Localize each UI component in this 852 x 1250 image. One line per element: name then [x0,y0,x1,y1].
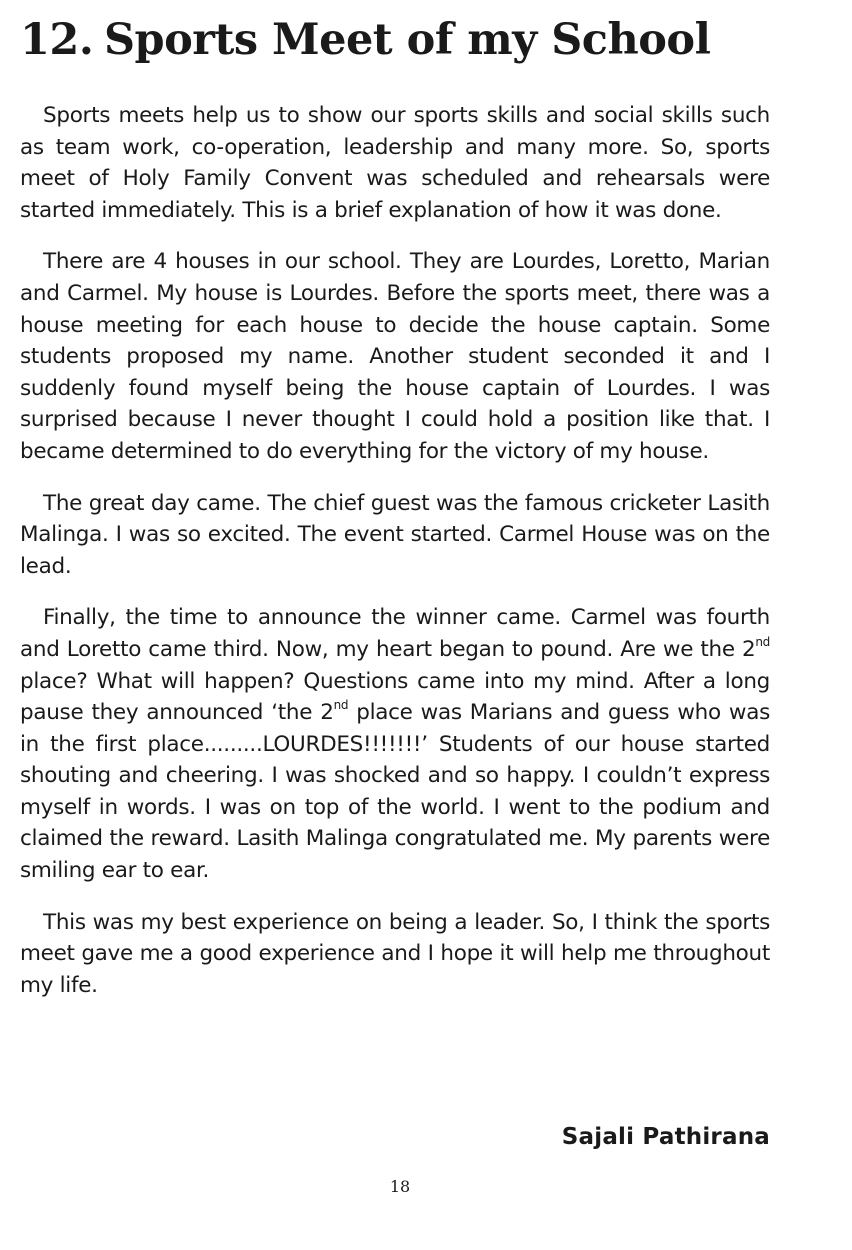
paragraph-intro: Sports meets help us to show our sports skills and social skills such as team work, co-operation, leadership and many more. So, sports meet of Holy Family Convent was scheduled and rehearsals were started immediately. This is a brief explanation of how it was done. [20,103,770,223]
paragraph-conclusion: This was my best experience on being a leader. So, I think the sports meet gave me a good experience and I hope it will help me throughout my life. [20,909,770,998]
ordinal-suffix-1: nd [755,634,770,649]
essay-title [20,14,770,66]
ordinal-suffix-2: nd [333,697,349,712]
results-text-part-2: place? What will happen? Questions came into my mind. After a long pause they announced ‘the 2 [20,668,770,726]
results-text-part-1: Finally, the time to announce the winner came. Carmel was fourth and Loretto came third. Now, my heart began to pound. Are we the 2 [20,605,770,662]
essay-number: 12. [20,15,94,65]
paragraph-great-day: The great day came. The chief guest was the famous cricketer Lasith Malinga. I was so excited. The event started. Carmel House was on the lead. [20,490,770,579]
author-signature: Sajali Pathirana [561,1124,770,1150]
results-text-part-3: place was Marians and guess who was in the first place.........LOURDES!!!!!!!’ Students of our house started shouting and cheering. I was shocked and so happy. I couldn’t express myself in words. I was on top of the world. I went to the podium and claimed the reward. Lasith Malinga congratulated me. My parents were smiling ear to ear. [20,700,770,884]
essay-page [20,14,770,1021]
page-number: 18 [389,1177,411,1196]
paragraph-results [20,602,770,886]
essay-body [20,100,770,1001]
paragraph-houses: There are 4 houses in our school. They are Lourdes, Loretto, Marian and Carmel. My house is Lourdes. Before the sports meet, there was a house meeting for each house to decide the house captain. Some students proposed my name. Another student seconded it and I suddenly found myself being the house captain of Lourdes. I was surprised because I never thought I could hold a position like that. I became determined to do everything for the victory of my house. [20,249,770,464]
essay-title-text: Sports Meet of my School [104,15,711,65]
